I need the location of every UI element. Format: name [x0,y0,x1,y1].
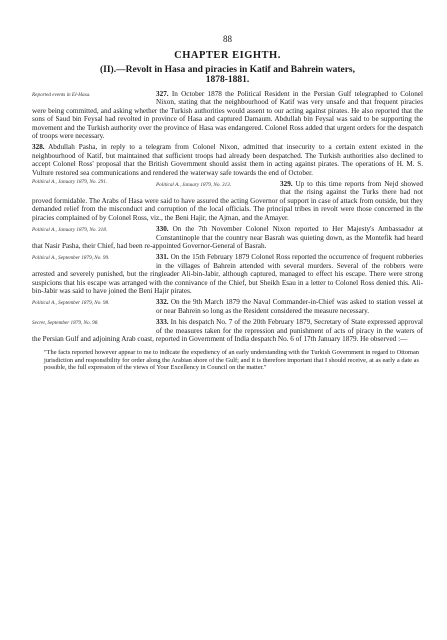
margin-note: Political A., September 1879, No. 99. [32,255,110,262]
section-title-line-2: 1878-1881. [205,75,250,85]
chapter-title: CHAPTER EIGHTH. [174,50,281,61]
paragraph-number: 328. [32,143,45,152]
paragraph-number: 330. [156,225,169,234]
page-number: 88 [223,34,232,44]
paragraph-number: 327. [156,90,169,98]
paragraph-text: to Colonel Nixon, stating that the neighbourhood of Katif was very unsafe and that frequent piracies were being committed, and asking whether the Turkish authorities would assent to our acting against pirates. He also reported that the sons of Saud bin Feysal had revolted in province of Hasa and captured Damaum. Abdullah bin Feysal was said to be supporting the movement and the Turkish authority over the province of Hasa was endangered. Colonel Ross added that urgent orders for the despatch of troops were necessary. [32,90,423,141]
paragraph-330 [32,225,423,250]
paragraph-331 [32,253,423,295]
paragraph-text: In his despatch No. 7 of the 20th February 1879, Secretary of State expressed approval of the measures taken for the repression and punishment of acts of piracy in the waters of the Persian Gulf and adjoining Arab coast, reported in Government of India despatch No. 6 of 17th January 1879. He observed :— [32,318,424,343]
paragraph-text: Abdullah Pasha, in reply to a telegram from Colonel Nixon, admitted that insecurity to a certain extent existed in the neighbourhood of Katif, but maintained that sufficient troops had already been despatched. The Turkish authorities also declined to accept Colonel Ross' proposal that the British Government should assist them in acting against pirates. The operations of H. M. S. Vulture restored sea communications and rendered the waterway safe towards the end of October. [32,143,423,177]
paragraph-329 [32,180,423,222]
margin-note: Political A., January 1879, No. 291. [32,179,108,186]
paragraph-number: 332. [156,298,169,307]
paragraph-text: On the 7th November Colonel Nixon reported to Her Majesty's Ambassador at Constantinople that the country near Basrah was quieting down, as the Montefik had heard that Nasir Pasha, their Chief, had been re-appointed Governor-General of Basrah. [32,225,424,250]
paragraph-number: 329. [280,180,293,189]
paragraph-332 [32,298,423,315]
paragraph-327 [32,90,423,140]
paragraph-number: 333. [156,318,169,327]
quoted-passage: "The facts reported however appear to me to indicate the expediency of an early understanding with the Turkish Government in regard to Ottoman jurisdiction and responsibility for order along the Arabian shore of the Gulf; and it is therefore important that I should receive, at as early a date as possible, the full expression of the views of Your Excellency in Council on the matter." [44,349,419,372]
section-title [32,65,423,85]
margin-note: Political A., January 1879, No. 318. [32,227,108,234]
paragraph-number: 331. [156,253,169,262]
section-title-line-1: (II).—Revolt in Hasa and piracies in Katif and Bahrein waters, [99,65,355,75]
margin-note: Political A., September 1879, No. 98. [32,300,110,307]
paragraph-lead: In October 1878 the Political Resident in the Persian Gulf telegraphed [171,90,389,98]
paragraph-333 [32,318,423,343]
paragraph-text: On the 9th March 1879 the Naval Commander-in-Chief was asked to station vessel at or near Bahrein so long as the Resident considered the measure necessary. [156,298,424,315]
paragraph-text: Up to this time reports from Nejd showed that the rising against the Turks there had not proved formidable. The Arabs of Hasa were said to have assured the acting Governor of support in case of attack from outside, but they demanded relief from the misconduct and corruption of the local officials. The principal tribes in revolt were those concerned in the piracies complained of by Colonel Ross, viz., the Beni Hajir, the Ajman, and the Amayer. [32,180,424,222]
paragraph-text: On the 15th February 1879 Colonel Ross reported the occurrence of frequent robberies in the villages of Bahrein attended with several murders. Several of the robbers were arrested and severely punished, but the ringleader Ali-bin-Jabir, although captured, managed to effect his escape. There were strong suspicions that his escape was arranged with the connivance of the Chief, but Sheikh Esau in a letter to Colonel Ross denied this. Ali-bin-Jabir was said to have joined the Beni Hajir pirates. [32,253,424,295]
margin-note: Reported events in El-Hasa. [32,92,91,98]
margin-note: Secret, September 1879, No. 98. [32,320,99,327]
margin-note: Political A., January 1879, No. 313. [156,182,232,189]
